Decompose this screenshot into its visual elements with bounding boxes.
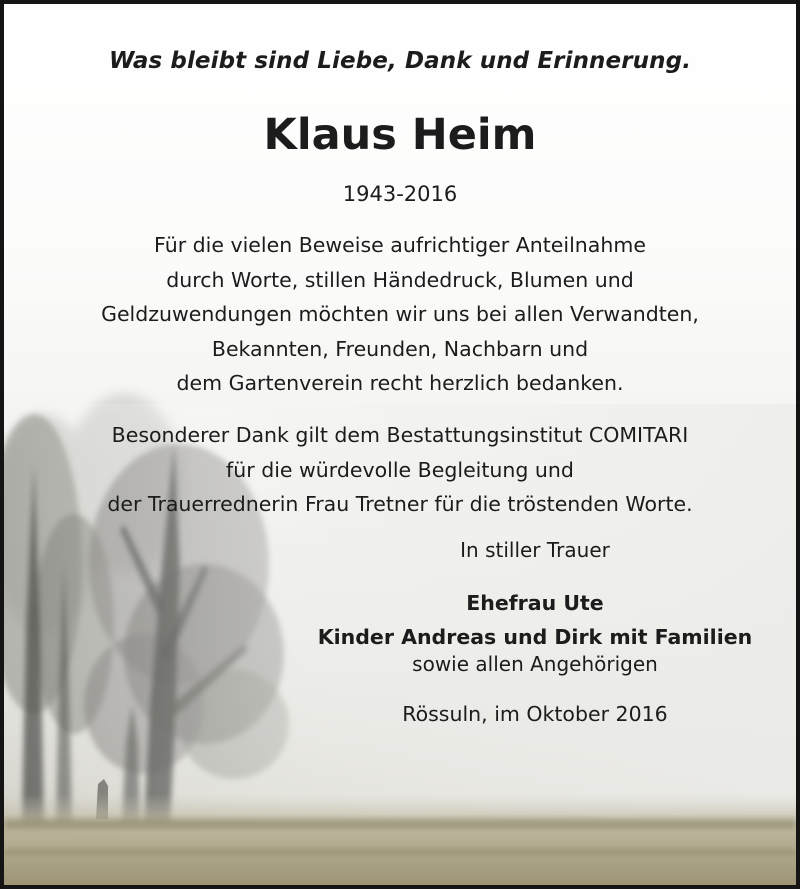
mourning-intro: In stiller Trauer: [460, 538, 610, 562]
text-line: Für die vielen Beweise aufrichtiger Anteilnahme: [154, 233, 646, 257]
text-line: Bekannten, Freunden, Nachbarn und: [211, 336, 589, 361]
text-line: durch Worte, stillen Händedruck, Blumen und: [166, 267, 634, 292]
place-date: Rössuln, im Oktober 2016: [402, 702, 668, 726]
text-line: dem Gartenverein recht herzlich bedanken.: [176, 371, 624, 395]
deceased-name: Klaus Heim: [263, 110, 537, 160]
family-names: [304, 586, 766, 654]
thanks-paragraph: [4, 228, 796, 401]
text-line: für die würdevolle Begleitung und: [226, 457, 574, 482]
motto-heading: Was bleibt sind Liebe, Dank und Erinnerung.: [108, 48, 692, 74]
family-member: Ehefrau Ute: [466, 591, 604, 615]
life-dates: 1943-2016: [342, 182, 458, 206]
text-line: Besonderer Dank gilt dem Bestattungsinstitut COMITARI: [111, 423, 689, 447]
notice-text: [4, 4, 796, 885]
text-line: Geldzuwendungen möchten wir uns bei allen Verwandten,: [101, 302, 699, 326]
relatives-line: sowie allen Angehörigen: [412, 652, 658, 676]
special-thanks-paragraph: [4, 418, 796, 522]
family-member: Kinder Andreas und Dirk mit Familien: [317, 625, 753, 649]
text-line: der Trauerrednerin Frau Tretner für die tröstenden Worte.: [107, 492, 693, 516]
